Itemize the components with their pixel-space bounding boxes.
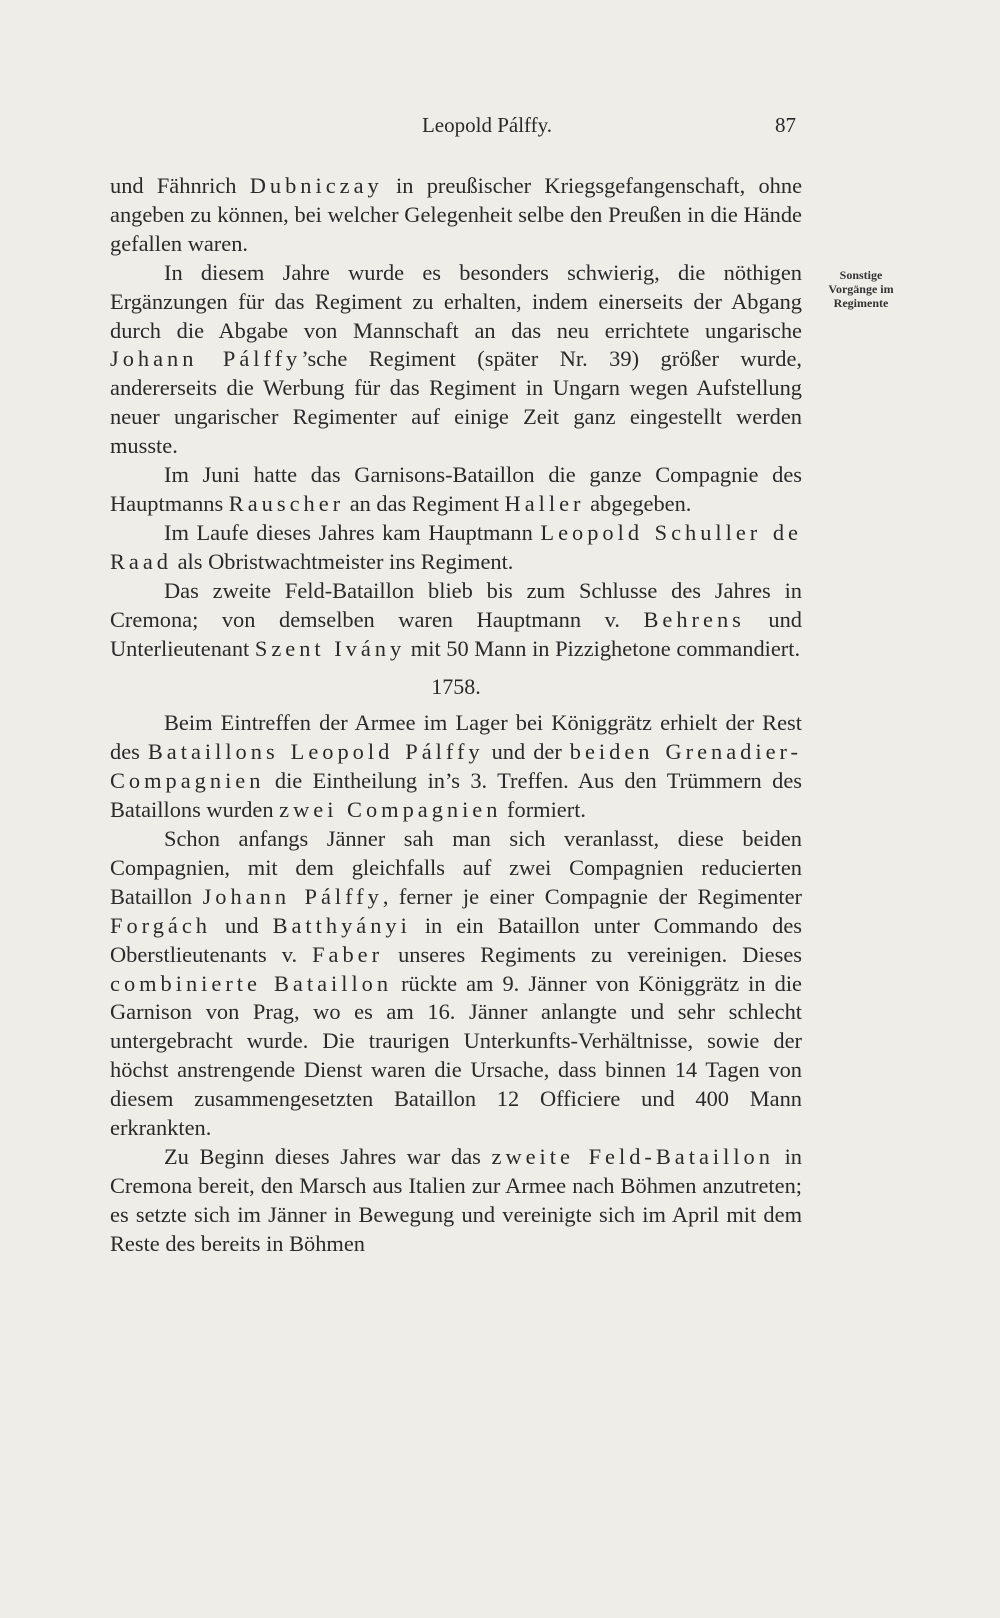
spaced-name: Forgách: [110, 912, 211, 938]
text-run: und Unterlieutenant: [110, 606, 803, 661]
spaced-name: zweite Feld-Bataillon: [491, 1144, 774, 1169]
spaced-name: Faber: [312, 941, 384, 967]
text-run: abgegeben.: [584, 490, 692, 516]
text-run: in preußischer Kriegsgefangenschaft, ohne angeben zu können, bei welcher Gelegenheit selbe den Preußen in die Hände gefallen waren.: [110, 173, 803, 256]
spaced-name: Dubniczay: [249, 173, 383, 198]
spaced-name: Behrens: [643, 606, 745, 632]
paragraph: [110, 519, 802, 577]
text-run: ’sche Regiment (später Nr. 39) größer wurde, andererseits die Werbung für das Regiment in Ungarn wegen Aufstellung neuer ungarischer Regimenter auf einige Zeit ganz eingestellt werden musste.: [110, 346, 802, 459]
spaced-name: Batthyányi: [272, 912, 411, 938]
text-run: Zu Beginn dieses Jahres war das: [164, 1144, 492, 1169]
body-text: [110, 172, 802, 1259]
text-run: als Obristwachtmeister ins Regiment.: [172, 548, 514, 574]
text-run: die Eintheilung in’s 3. Treffen. Aus den Trümmern des Bataillons wurden: [110, 768, 802, 823]
text-run: an das Regiment: [344, 490, 505, 516]
paragraph: [110, 577, 802, 664]
text-run: formiert.: [501, 797, 587, 823]
spaced-name: Szent Ivány: [254, 635, 406, 661]
page-header: [110, 113, 796, 143]
text-run: Beim Eintreffen der Armee im Lager bei Königgrätz erhielt der Rest des: [110, 710, 802, 765]
paragraph: [110, 709, 802, 825]
paragraph: [110, 259, 802, 461]
text-run: Im Juni hatte das Garnisons-Bataillon die ganze Compagnie des Hauptmanns: [110, 462, 802, 516]
text-run: mit 50 Mann in Pizzighetone commandiert.: [405, 635, 801, 661]
paragraph: [110, 172, 802, 259]
spaced-name: Haller: [504, 490, 585, 516]
text-run: , ferner je einer Compagnie der Regimenter: [382, 883, 802, 909]
page-number: 87: [775, 113, 796, 137]
spaced-name: Leopold Schuller de Raad: [110, 519, 802, 574]
spaced-name: beiden Grenadier-Compagnien: [110, 739, 802, 794]
spaced-name: Bataillons Leopold Pálffy: [147, 739, 484, 765]
text-run: und Fähnrich: [110, 173, 250, 198]
spaced-name: Johann Pálffy: [110, 346, 302, 372]
text-run: rückte am 9. Jänner von Königgrätz in die Garnison von Prag, wo es am 16. Jänner anlangte und sehr schlecht untergebracht wurde. Die traurigen Unterkunfts-Verhältnisse, sowie der höchst anstrengende Dienst waren die Ursache, dass binnen 14 Tagen von diesem zusammengesetzten Bataillon 12 Officiere und 400 Mann erkrankten.: [110, 970, 802, 1141]
paragraph: [110, 461, 802, 519]
spaced-name: Johann Pálffy: [202, 883, 383, 909]
text-run: in ein Bataillon unter Commando des Oberstlieutenants v.: [110, 912, 803, 967]
text-run: unseres Regiments zu vereinigen. Dieses: [383, 941, 802, 967]
text-run: Das zweite Feld-Bataillon blieb bis zum Schlusse des Jahres in Cremona; von demselben waren Hauptmann v.: [110, 577, 802, 632]
text-run: und der: [483, 739, 570, 765]
spaced-name: Rauscher: [228, 490, 345, 516]
text-run: in Cremona bereit, den Marsch aus Italien zur Armee nach Böhmen anzutreten; es setzte sich im Jänner in Bewegung und vereinigte sich im April mit dem Reste des bereits in Böhmen: [110, 1144, 802, 1256]
text-run: Im Laufe dieses Jahres kam Hauptmann: [164, 519, 541, 545]
text-run: und: [210, 912, 273, 938]
paragraph: [110, 1143, 802, 1259]
paragraph: [110, 825, 802, 1143]
running-head: Leopold Pálffy.: [421, 113, 553, 137]
text-run: In diesem Jahre wurde es besonders schwierig, die nöthigen Ergänzungen für das Regiment zu erhalten, indem einerseits der Abgang durch die Abgabe von Mannschaft an das neu errichtete ungarische: [110, 259, 802, 343]
spaced-name: combinierte Bataillon: [110, 970, 393, 996]
spaced-name: zwei Compagnien: [279, 797, 502, 823]
marginal-note: Sonstige Vorgänge im Regimente: [828, 268, 894, 310]
text-run: Schon anfangs Jänner sah man sich veranlasst, diese beiden Compagnien, mit dem gleichfalls auf zwei Compagnien reducierten Bataillon: [110, 826, 802, 909]
year-heading: 1758.: [431, 674, 481, 700]
